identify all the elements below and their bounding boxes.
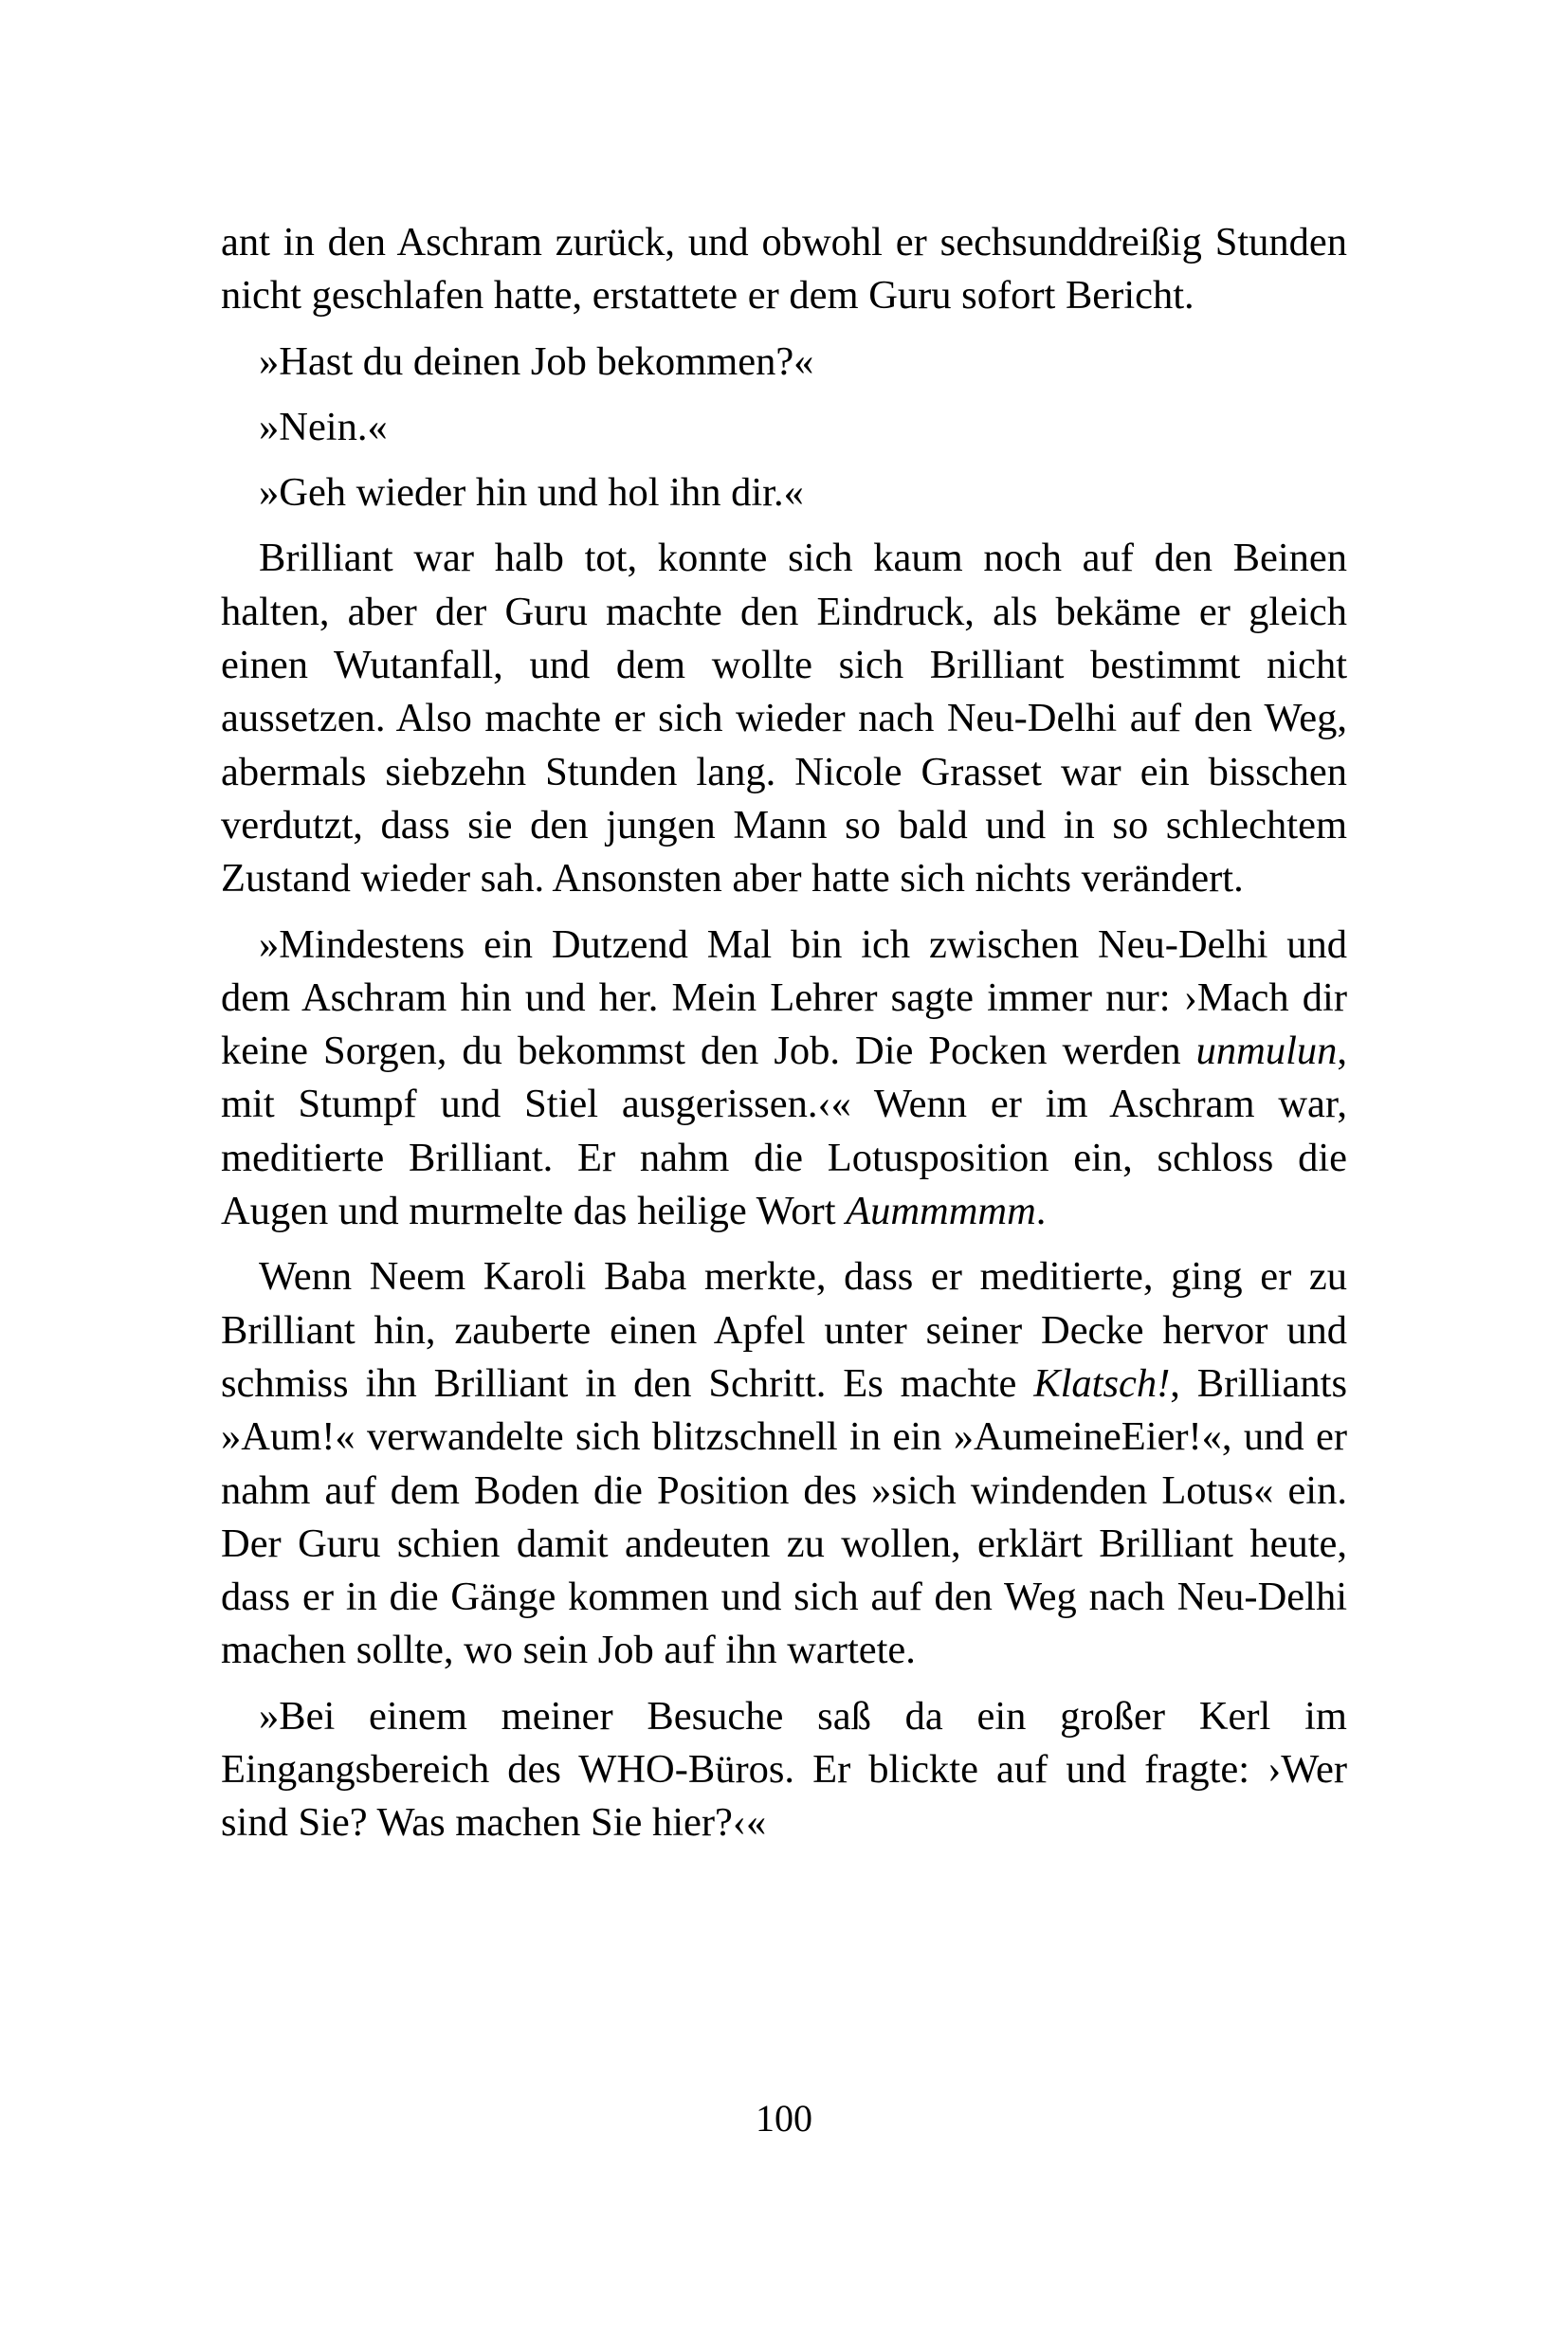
italic-term: unmulun (1195, 1029, 1338, 1074)
paragraph-continuation: ant in den Aschram zurück, und obwohl er sechsunddreißig Stunden nicht geschlafen hatte, erstattete er dem Guru sofort Bericht. (221, 220, 1347, 319)
text-run: , mit Stumpf und Stiel ausgerissen.‹« Wenn er im Aschram war, meditierte Brilliant. Er nahm die Lotusposition ein, schloss die Augen und murmelte das heilige Wort (221, 1029, 1347, 1234)
paragraph-dialogue: »Hast du deinen Job bekommen?« (259, 338, 814, 384)
italic-term: Klatsch! (1033, 1360, 1171, 1406)
paragraph-dialogue: »Geh wieder hin und hol ihn dir.« (259, 470, 804, 516)
text-run: , Brilliants »Aum!« verwandelte sich blitzschnell in ein »AumeineEier!«, und er nahm auf dem Boden die Position des »sich windenden Lotus« ein. Der Guru schien damit andeuten zu wollen, erklärt Brilliant heute, dass er in die Gänge kommen und sich auf den Weg nach Neu-Delhi machen sollte, wo sein Job auf ihn wartete. (221, 1360, 1347, 1673)
paragraph: Brilliant war halb tot, konnte sich kaum noch auf den Beinen halten, aber der Guru machte den Eindruck, als bekäme er gleich einen Wutanfall, und dem wollte sich Brilliant bestimmt nicht aussetzen. Also machte er sich wieder nach Neu-Delhi auf den Weg, abermals siebzehn Stunden lang. Nicole Grasset war ein bisschen verdutzt, dass sie den jungen Mann so bald und in so schlechtem Zustand wieder sah. Ansonsten aber hatte sich nichts verändert. (221, 536, 1347, 902)
page-number: 100 (756, 2097, 812, 2140)
paragraph-dialogue: »Nein.« (259, 404, 388, 449)
text-run: »Mindestens ein Dutzend Mal bin ich zwischen Neu-Delhi und dem Aschram hin und her. Mein Lehrer sagte immer nur: ›Mach dir keine Sorgen, du bekommst den Job. Die Pocken werden (221, 921, 1347, 1074)
italic-term: Aummmmm (846, 1189, 1036, 1234)
text-run: Wenn Neem Karoli Baba merkte, dass er meditierte, ging er zu Brilliant hin, zauberte einen Apfel unter seiner Decke hervor und schmiss ihn Brilliant in den Schritt. Es machte (221, 1254, 1347, 1406)
text-run: . (1035, 1189, 1047, 1234)
paragraph (221, 919, 1347, 1239)
paragraph (221, 1250, 1347, 1677)
paragraph: »Bei einem meiner Besuche saß da ein großer Kerl im Eingangsbereich des WHO-Büros. Er blickte auf und fragte: ›Wer sind Sie? Was machen Sie hier?‹« (221, 1693, 1347, 1846)
body-text (221, 216, 1347, 1863)
